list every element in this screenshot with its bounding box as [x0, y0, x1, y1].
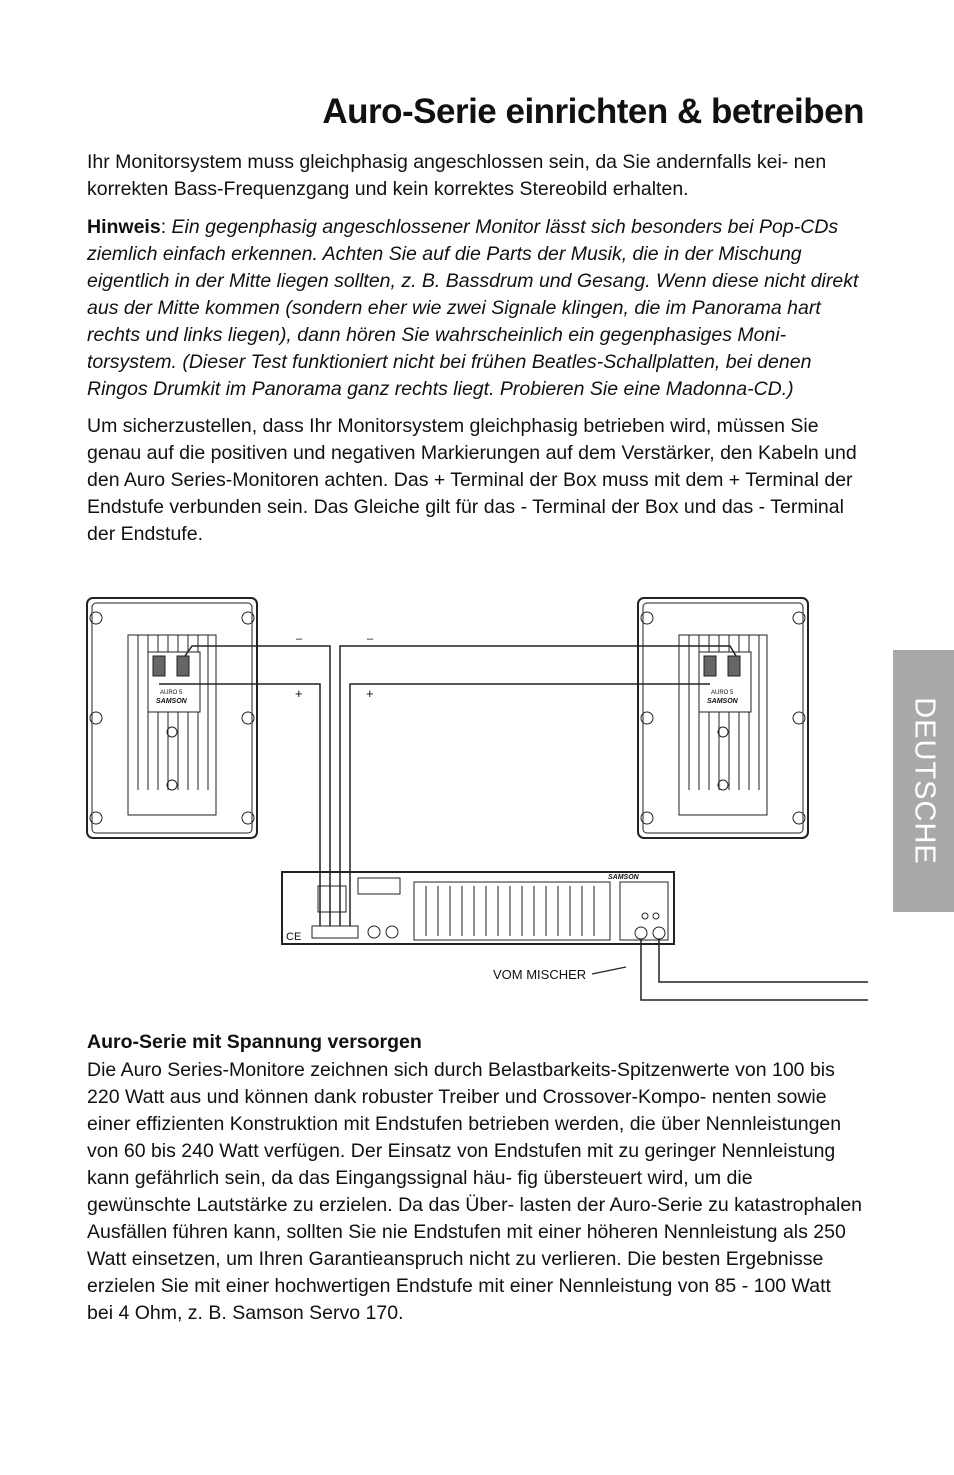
left-minus-label: – [296, 633, 303, 645]
right-minus-label: – [367, 633, 374, 645]
note-paragraph [87, 214, 869, 403]
plus-cable-left [159, 684, 320, 926]
language-tab [893, 650, 954, 912]
left-speaker-model: AURO 5 [160, 690, 183, 696]
amplifier-rear-panel [282, 872, 674, 944]
ce-mark: CE [286, 931, 302, 943]
minus-cable-right [340, 646, 736, 926]
intro-paragraph: Ihr Monitorsystem muss gleichphasig angeschlossen sein, da Sie andernfalls kei- nen korrekten Bass-Frequenzgang und kein korrektes Stereobild erhalten. [87, 151, 827, 200]
polarity-paragraph: Um sicherzustellen, dass Ihr Monitorsystem gleichphasig betrieben wird, müssen Sie genau auf die positiven und negativen Markierungen auf dem Verstärker, den Kabeln und den Auro Series-Monitoren achten. Das + Terminal der Box muss mit dem + Terminal der Endstufe verbunden sein. Das Gleiche gilt für das - Terminal der Box und das - Terminal der Endstufe. [87, 415, 857, 545]
right-speaker [638, 598, 808, 838]
section-heading: Auro-Serie mit Spannung versorgen [87, 1031, 422, 1053]
note-label: Hinweis [87, 216, 161, 238]
note-text: Ein gegenphasig angeschlossener Monitor lässt sich besonders bei Pop-CDs ziemlich einfach erkennen. Achten Sie auf die Parts der Musik, die in der Mischung eigentlich in der Mitte liegen sollten, z. B. Bassdrum und Gesang. Wenn diese nicht direkt aus der Mitte kommen (sondern eher wie zwei Signale klingen, die im Panorama hart rechts und links liegen), dann hören Sie wahrscheinlich ein gegenphasiges Moni- torsystem. (Dieser Test funktioniert nicht bei frühen Beatles-Schallplatten, bei denen Ringos Drumkit im Panorama ganz rechts liegt. Probieren Sie eine Madonna-CD.) [87, 216, 859, 400]
language-tab-label: DEUTSCHE [908, 697, 940, 865]
mixer-input-cable-1 [641, 939, 868, 1000]
right-plus-label: + [366, 686, 374, 701]
note-separator: : [160, 216, 172, 238]
right-speaker-brand: SAMSON [707, 698, 738, 705]
mixer-label-leader [592, 967, 626, 974]
right-speaker-model: AURO 5 [711, 690, 734, 696]
page-title: Auro-Serie einrichten & betreiben [322, 92, 864, 131]
mixer-input-cable-2 [659, 939, 868, 982]
left-speaker-brand: SAMSON [156, 698, 187, 705]
left-plus-label: + [295, 686, 303, 701]
left-speaker [87, 598, 257, 838]
amp-brand: SAMSON [608, 874, 639, 881]
wiring-diagram [80, 590, 880, 1010]
plus-cable-right [350, 684, 710, 926]
section-body: Die Auro Series-Monitore zeichnen sich durch Belastbarkeits-Spitzenwerte von 100 bis 220 Watt aus und können dank robuster Treiber und Crossover-Kompo- nenten sowie einer effizienten Konstruktion mit Endstufen betrieben werden, die über Nennleistungen von 60 bis 240 Watt verfügen. Der Einsatz von Endstufen mit zu geringer Nennleistung kann gefährlich sein, da das Eingangssignal häu- fig übersteuert wird, um die gewünschte Lautstärke zu erzielen. Da das Über- lasten der Auro-Serie zu katastrophalen Ausfällen führen kann, sollten Sie nie Endstufen mit einer höheren Nennleistung als 250 Watt einsetzen, um Ihren Garantieanspruch nicht zu verlieren. Die besten Ergebnisse erzielen Sie mit einer hochwertigen Endstufe mit einer Nennleistung von 85 - 100 Watt bei 4 Ohm, z. B. Samson Servo 170. [87, 1059, 863, 1324]
mixer-label: VOM MISCHER [493, 967, 587, 982]
